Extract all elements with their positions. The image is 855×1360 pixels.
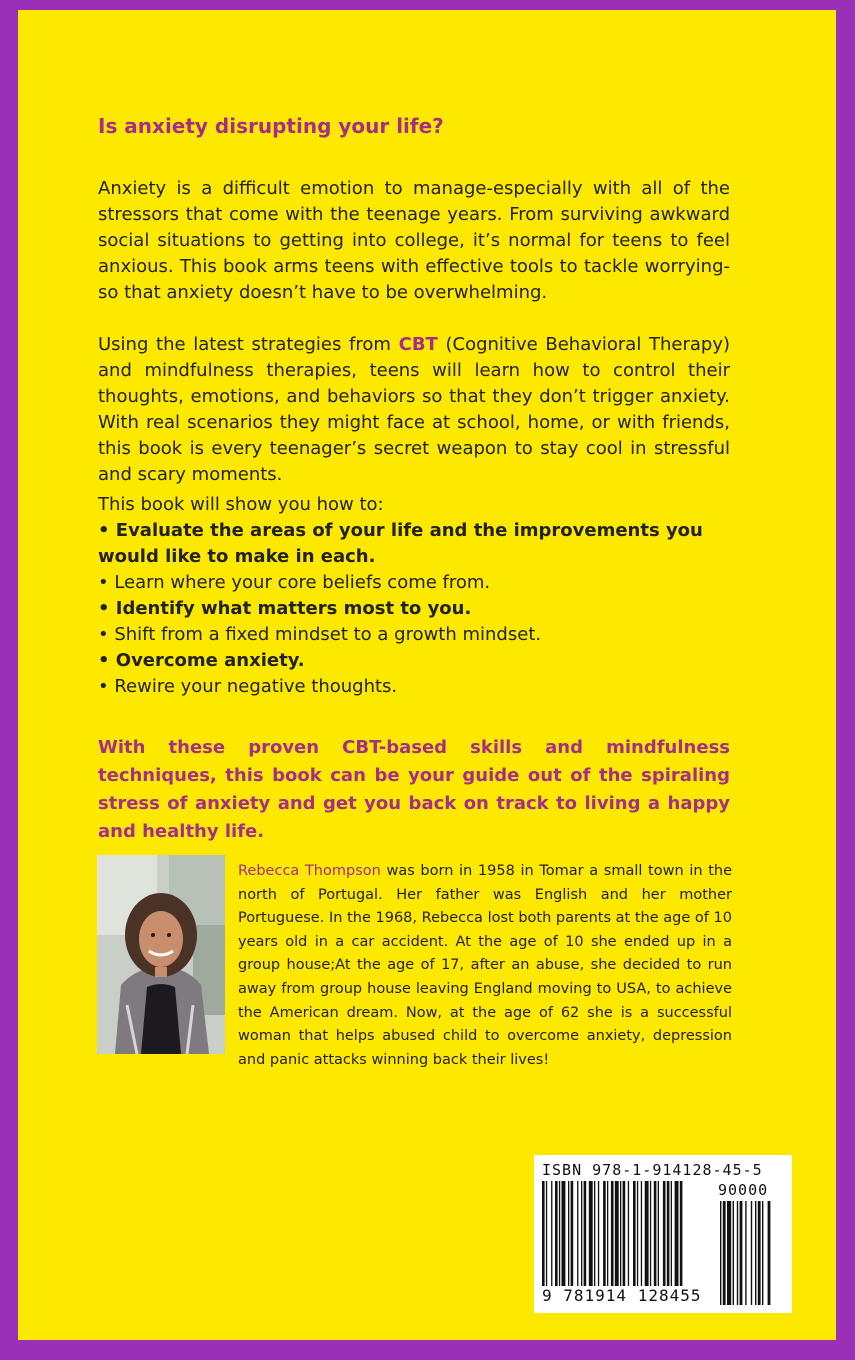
headline: Is anxiety disrupting your life?: [98, 114, 444, 138]
cbt-text-after: (Cognitive Behavioral Therapy) and mindfulness therapies, teens will learn how to control their thoughts, emotions, and behaviors so that they don’t trigger anxiety. With real scenarios they might face at school, home, or with friends, this book is every teenager’s secret weapon to stay cool in stressful and scary moments.: [98, 334, 731, 485]
barcode-bar: [680, 1181, 683, 1289]
barcode-bar: [751, 1201, 752, 1305]
barcode-bar: [758, 1201, 761, 1305]
list-intro: This book will show you how to:: [98, 494, 384, 515]
barcode-bar: [658, 1181, 659, 1289]
barcode-bar: [611, 1181, 614, 1289]
barcode-bar: [589, 1181, 593, 1289]
price-code: 90000: [718, 1181, 769, 1199]
barcode-bar: [568, 1181, 569, 1289]
barcode-bar: [723, 1201, 726, 1305]
list-item: • Learn where your core beliefs come from.: [98, 572, 491, 593]
barcode-bar: [584, 1181, 587, 1289]
barcode-bar: [571, 1181, 574, 1289]
isbn-label: ISBN 978-1-914128-45-5: [542, 1161, 763, 1179]
cbt-highlight: CBT: [398, 334, 438, 355]
barcode-bar: [740, 1201, 743, 1305]
barcode-bar: [598, 1181, 599, 1289]
list-item: • Evaluate the areas of your life and the improvements you would like to make in each.: [98, 520, 703, 567]
cbt-text-before: Using the latest strategies from: [98, 334, 399, 355]
author-photo: [97, 855, 225, 1054]
ean-number: 9 781914 128455: [542, 1286, 702, 1305]
list-item: • Shift from a fixed mindset to a growth mindset.: [98, 624, 542, 645]
intro-paragraph: Anxiety is a difficult emotion to manage-especially with all of the stressors that come with the teenage years. From surviving awkward social situations to getting into college, it’s normal for teens to feel anxious. This book arms teens with effective tools to tackle worrying-so that anxiety doesn’t have to be overwhelming.: [98, 178, 730, 303]
list-item: • Identify what matters most to you.: [98, 598, 472, 619]
barcode-bar: [768, 1201, 771, 1305]
author-bio: [238, 860, 732, 1072]
barcode-bar: [628, 1181, 629, 1289]
barcode-bar: [607, 1181, 608, 1289]
barcode-bar: [637, 1181, 638, 1289]
barcode-bar: [641, 1181, 642, 1289]
barcode-bar: [755, 1201, 756, 1305]
barcode-bar: [542, 1181, 545, 1289]
barcode-bar: [551, 1181, 552, 1289]
barcode-bar: [546, 1181, 547, 1289]
barcode-bar: [559, 1181, 560, 1289]
barcode-bar: [671, 1181, 672, 1289]
barcode-bar: [594, 1181, 595, 1289]
barcode-bar: [720, 1201, 721, 1305]
barcode-bar: [562, 1181, 566, 1289]
barcode-bar: [667, 1181, 670, 1289]
barcode-bar: [675, 1181, 679, 1289]
barcode-bar: [633, 1181, 636, 1289]
barcode-bar: [650, 1181, 651, 1289]
closing-paragraph: With these proven CBT-based skills and mindfulness techniques, this book can be your guide out of the spiraling stress of anxiety and get you back on track to living a happy and healthy life.: [98, 737, 730, 842]
barcode-bar: [663, 1181, 666, 1289]
barcode-bar: [615, 1181, 619, 1289]
barcode-bar: [577, 1181, 578, 1289]
cbt-paragraph: [98, 332, 730, 488]
isbn-barcode: [534, 1155, 792, 1313]
barcode-bar: [555, 1181, 558, 1289]
barcode-bar: [620, 1181, 621, 1289]
barcode-bar: [581, 1181, 582, 1289]
barcode-bar: [645, 1181, 649, 1289]
author-bio-text: was born in 1958 in Tomar a small town in the north of Portugal. Her father was English and her mother Portuguese. In the 1968, Rebecca lost both parents at the age of 10 years old in a car accident. At the age of 10 she ended up in a group house;At the age of 17, after an abuse, she decided to run away from group house leaving England moving to USA, to achieve the American dream. Now, at the age of 62 she is a successful woman that helps abused child to overcome anxiety, depression and panic attacks winning back their lives!: [238, 863, 732, 1068]
list-item: • Rewire your negative thoughts.: [98, 676, 398, 697]
barcode-bar: [762, 1201, 763, 1305]
barcode-bar: [737, 1201, 738, 1305]
barcode-bar: [733, 1201, 734, 1305]
barcode-bar: [603, 1181, 606, 1289]
benefits-list: [98, 492, 738, 700]
barcode-bar: [727, 1201, 731, 1305]
barcode-bar: [745, 1201, 746, 1305]
list-item: • Overcome anxiety.: [98, 650, 305, 671]
barcode-bar: [654, 1181, 657, 1289]
author-portrait-image: [97, 855, 225, 1054]
author-name: Rebecca Thompson: [238, 863, 381, 879]
barcode-bar: [623, 1181, 626, 1289]
